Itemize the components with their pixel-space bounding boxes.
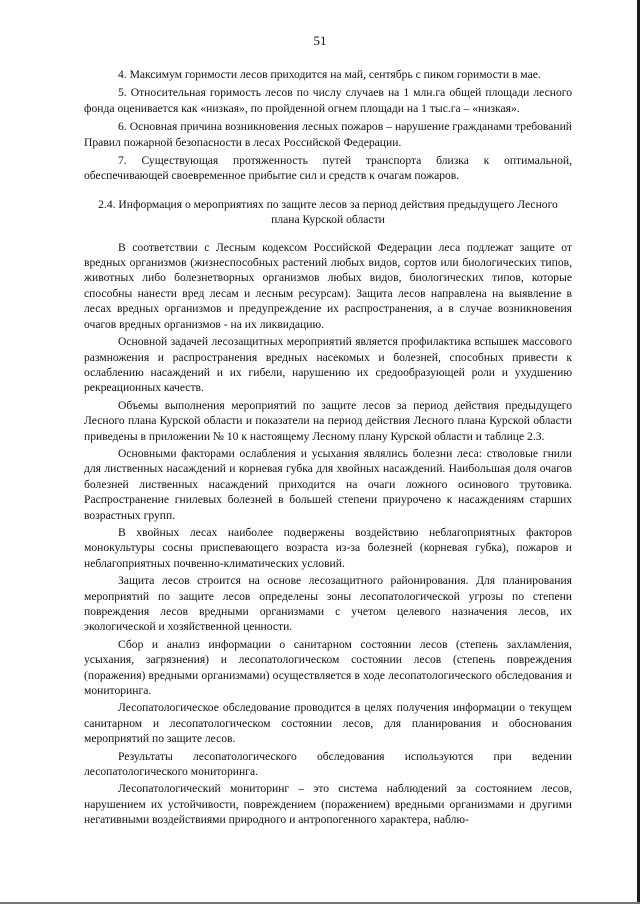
paragraph: Лесопатологический мониторинг – это система наблюдений за состоянием лесов, нарушением их устойчивости, повреждением (поражением) вредными организмами и другими негативными воздействиями природного и антропогенного характера, наблю- — [84, 782, 572, 827]
paragraph: Лесопатологическое обследование проводится в целях получения информации о текущем санитарном и лесопатологическом состоянии лесов, для планирования и обоснования мероприятий по защите лесов. — [84, 701, 572, 746]
paragraph: Результаты лесопатологического обследования используются при ведении лесопатологического мониторинга. — [84, 749, 572, 779]
paragraph: Защита лесов строится на основе лесозащитного районирования. Для планирования мероприятий по защите лесов определены зоны лесопатологической угрозы по степени повреждения лесов вредными организмами с учетом целевого назначения лесов, их экологической и хозяйственной ценности. — [84, 574, 572, 634]
list-item-6: 6. Основная причина возникновения лесных пожаров – нарушение гражданами требований Правил пожарной безопасности в лесах Российской Федерации. — [84, 120, 572, 149]
paragraph: Основными факторами ослабления и усыхания являлись болезни леса: стволовые гнили для лиственных насаждений и корневая губка для хвойных насаждений. Наибольшая доля очагов болезней лиственных насаждений приходится на очаги ложного осинового трутовика. Распространение гнилевых болезней в большей степени приурочено к насаждениям старших возрастных групп. — [84, 446, 572, 522]
section-heading: 2.4. Информация о мероприятиях по защите лесов за период действия предыдущего Лесного плана Курской области — [98, 197, 558, 227]
paragraph: В хвойных лесах наиболее подвержены воздействию неблагоприятных факторов монокультуры сосны приспевающего возраста из-за болезней (корневая губка), пожаров и неблагоприятных почвенно-климатических условий. — [84, 525, 572, 570]
list-item-5: 5. Относительная горимость лесов по числу случаев на 1 млн.га общей площади лесного фонда оценивается как «низкая», по пройденной огнем площади на 1 тыс.га – «низкая». — [84, 86, 572, 115]
paragraph: Объемы выполнения мероприятий по защите лесов за период действия предыдущего Лесного плана Курской области и показатели на период действия Лесного плана Курской области приведены в приложении № 10 к настоящему Лесному плану Курской области и таблице 2.3. — [84, 398, 572, 443]
page-number: 51 — [313, 33, 327, 48]
list-item-7: 7. Существующая протяженность путей транспорта близка к оптимальной, обеспечивающей своевременное прибытие сил и средств к очагам пожаров. — [84, 154, 572, 183]
list-item-4: 4. Максимум горимости лесов приходится на май, сентябрь с пиком горимости в мае. — [118, 68, 541, 81]
paragraph: В соответствии с Лесным кодексом Российской Федерации леса подлежат защите от вредных организмов (жизнеспособных растений любых видов, сортов или биологических типов, животных либо болезнетворных организмов любых видов, биологических типов, которые способны нанести вред лесам и лесным ресурсам). Защита лесов направлена на выявление в лесах вредных организмов и предупреждение их распространения, а в случае возникновения очагов вредных организмов - на их ликвидацию. — [84, 240, 572, 331]
paragraph: Сбор и анализ информации о санитарном состоянии лесов (степень захламления, усыхания, загрязнения) и лесопатологическом состоянии лесов (степень повреждения (поражения) вредными организмами) осуществляется в ходе лесопатологического обследования и мониторинга. — [84, 637, 572, 698]
document-body — [84, 67, 572, 830]
paragraph: Основной задачей лесозащитных мероприятий является профилактика вспышек массового размножения и распространения вредных насекомых и болезней, способных привести к ослаблению насаждений и их гибели, нарушению их средообразующей роли и ухудшению рекреационных качеств. — [84, 335, 572, 395]
